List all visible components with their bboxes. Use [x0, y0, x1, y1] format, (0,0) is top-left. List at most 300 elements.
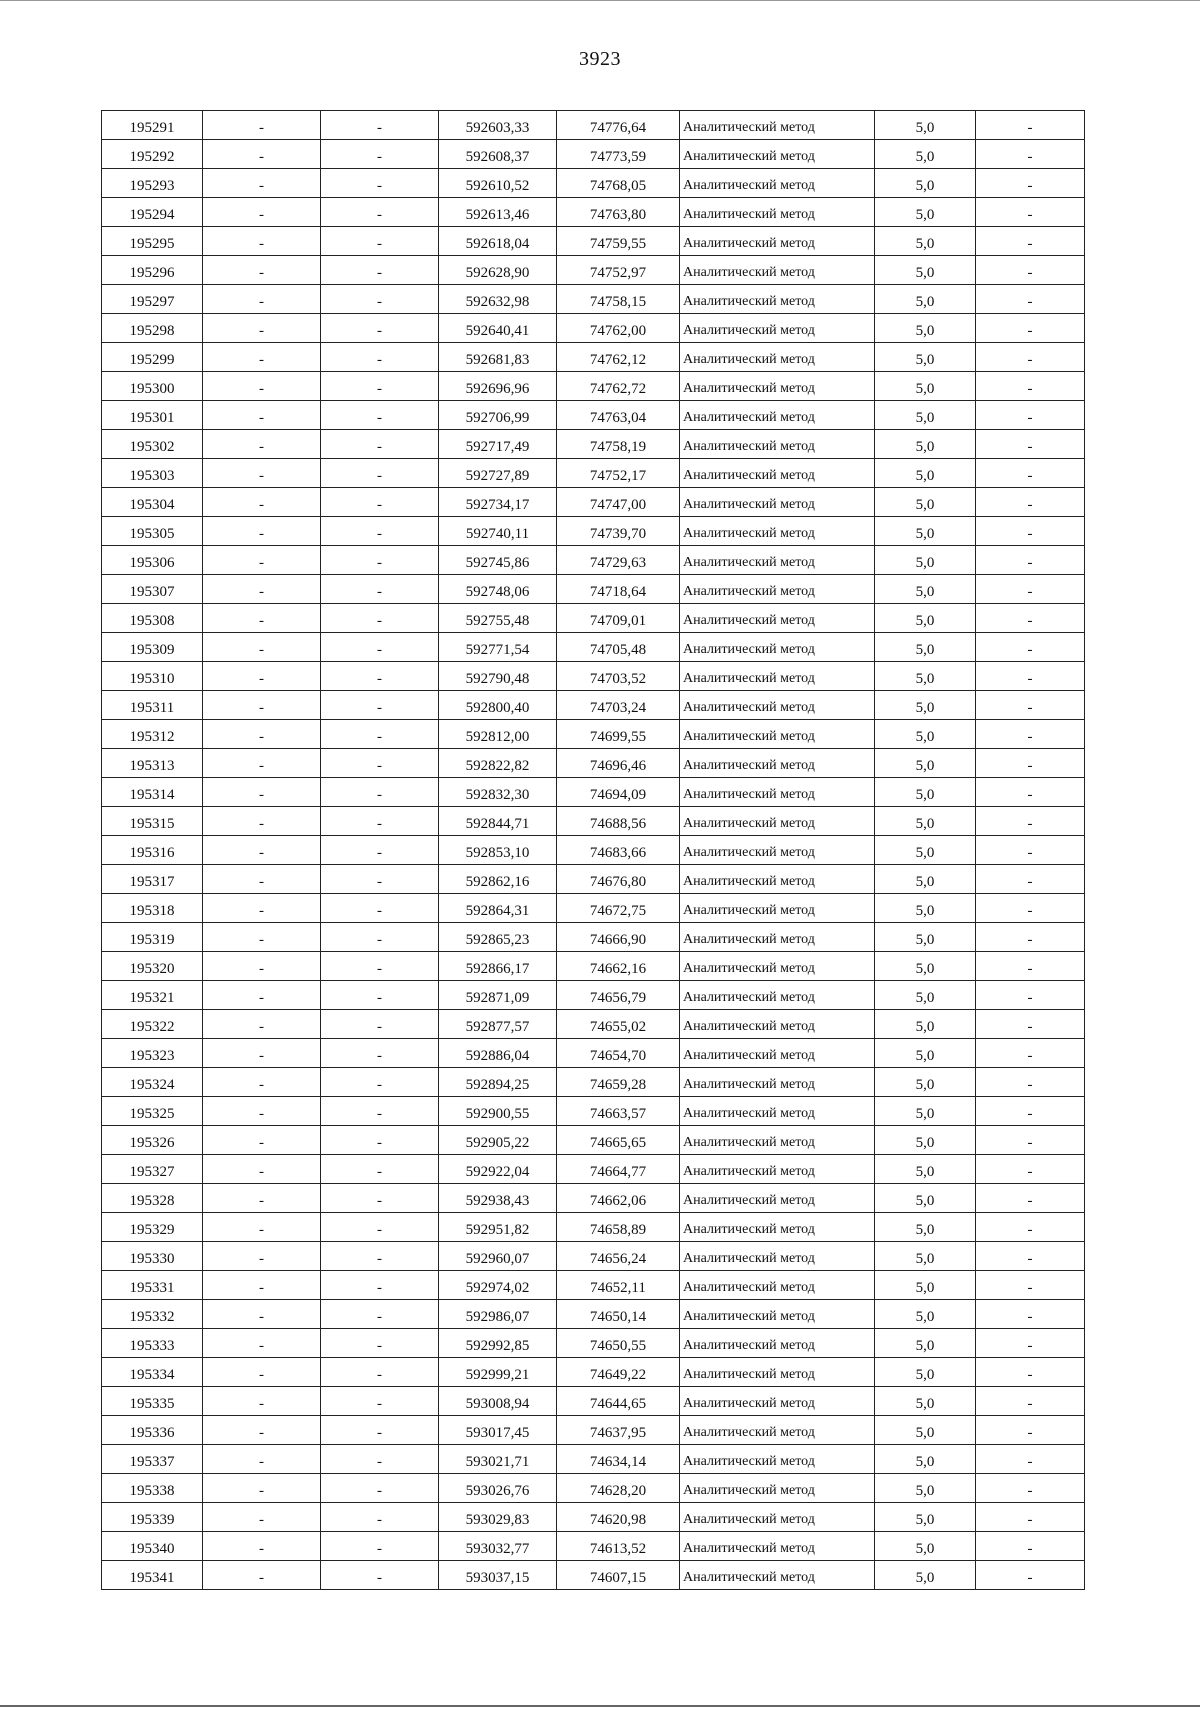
- point-number-cell: 195327: [102, 1155, 203, 1184]
- accuracy-cell: 5,0: [875, 923, 976, 952]
- x-coordinate-cell: 592960,07: [439, 1242, 557, 1271]
- point-number-cell: 195338: [102, 1474, 203, 1503]
- table-row: [102, 575, 1085, 604]
- accuracy-cell: 5,0: [875, 401, 976, 430]
- empty-cell: -: [203, 198, 321, 227]
- method-cell: Аналитический метод: [680, 140, 875, 169]
- x-coordinate-cell: 592618,04: [439, 227, 557, 256]
- point-number-cell: 195331: [102, 1271, 203, 1300]
- x-coordinate-cell: 592640,41: [439, 314, 557, 343]
- accuracy-cell: 5,0: [875, 1184, 976, 1213]
- empty-cell: -: [203, 256, 321, 285]
- x-coordinate-cell: 592812,00: [439, 720, 557, 749]
- table-row: [102, 923, 1085, 952]
- y-coordinate-cell: 74729,63: [557, 546, 680, 575]
- empty-cell: -: [321, 256, 439, 285]
- point-number-cell: 195307: [102, 575, 203, 604]
- x-coordinate-cell: 593008,94: [439, 1387, 557, 1416]
- x-coordinate-cell: 592822,82: [439, 749, 557, 778]
- point-number-cell: 195295: [102, 227, 203, 256]
- x-coordinate-cell: 592613,46: [439, 198, 557, 227]
- y-coordinate-cell: 74628,20: [557, 1474, 680, 1503]
- point-number-cell: 195321: [102, 981, 203, 1010]
- table-row: [102, 1126, 1085, 1155]
- table-row: [102, 836, 1085, 865]
- table-row: [102, 314, 1085, 343]
- empty-cell: -: [321, 343, 439, 372]
- point-number-cell: 195297: [102, 285, 203, 314]
- table-row: [102, 488, 1085, 517]
- y-coordinate-cell: 74705,48: [557, 633, 680, 662]
- accuracy-cell: 5,0: [875, 894, 976, 923]
- table-row: [102, 430, 1085, 459]
- empty-cell: -: [976, 1155, 1085, 1184]
- empty-cell: -: [203, 1126, 321, 1155]
- x-coordinate-cell: 593026,76: [439, 1474, 557, 1503]
- empty-cell: -: [321, 836, 439, 865]
- method-cell: Аналитический метод: [680, 807, 875, 836]
- empty-cell: -: [203, 488, 321, 517]
- empty-cell: -: [976, 1126, 1085, 1155]
- x-coordinate-cell: 592986,07: [439, 1300, 557, 1329]
- empty-cell: -: [321, 1126, 439, 1155]
- empty-cell: -: [976, 1242, 1085, 1271]
- coordinates-table: [101, 110, 1085, 1590]
- method-cell: Аналитический метод: [680, 865, 875, 894]
- empty-cell: -: [203, 894, 321, 923]
- accuracy-cell: 5,0: [875, 604, 976, 633]
- point-number-cell: 195324: [102, 1068, 203, 1097]
- method-cell: Аналитический метод: [680, 691, 875, 720]
- method-cell: Аналитический метод: [680, 372, 875, 401]
- empty-cell: -: [203, 372, 321, 401]
- accuracy-cell: 5,0: [875, 1213, 976, 1242]
- point-number-cell: 195312: [102, 720, 203, 749]
- empty-cell: -: [203, 111, 321, 140]
- empty-cell: -: [203, 343, 321, 372]
- table-row: [102, 1358, 1085, 1387]
- table-row: [102, 720, 1085, 749]
- empty-cell: -: [321, 749, 439, 778]
- x-coordinate-cell: 592844,71: [439, 807, 557, 836]
- table-row: [102, 285, 1085, 314]
- y-coordinate-cell: 74739,70: [557, 517, 680, 546]
- y-coordinate-cell: 74637,95: [557, 1416, 680, 1445]
- method-cell: Аналитический метод: [680, 1387, 875, 1416]
- accuracy-cell: 5,0: [875, 140, 976, 169]
- empty-cell: -: [321, 1474, 439, 1503]
- empty-cell: -: [976, 1213, 1085, 1242]
- method-cell: Аналитический метод: [680, 1329, 875, 1358]
- method-cell: Аналитический метод: [680, 662, 875, 691]
- table-row: [102, 1097, 1085, 1126]
- point-number-cell: 195340: [102, 1532, 203, 1561]
- empty-cell: -: [321, 894, 439, 923]
- x-coordinate-cell: 592922,04: [439, 1155, 557, 1184]
- empty-cell: -: [976, 575, 1085, 604]
- y-coordinate-cell: 74758,15: [557, 285, 680, 314]
- accuracy-cell: 5,0: [875, 981, 976, 1010]
- point-number-cell: 195336: [102, 1416, 203, 1445]
- accuracy-cell: 5,0: [875, 1329, 976, 1358]
- empty-cell: -: [321, 1358, 439, 1387]
- y-coordinate-cell: 74763,80: [557, 198, 680, 227]
- empty-cell: -: [976, 1561, 1085, 1590]
- empty-cell: -: [976, 488, 1085, 517]
- empty-cell: -: [976, 1039, 1085, 1068]
- accuracy-cell: 5,0: [875, 256, 976, 285]
- empty-cell: -: [203, 546, 321, 575]
- empty-cell: -: [203, 952, 321, 981]
- accuracy-cell: 5,0: [875, 1503, 976, 1532]
- empty-cell: -: [976, 807, 1085, 836]
- x-coordinate-cell: 593017,45: [439, 1416, 557, 1445]
- x-coordinate-cell: 592681,83: [439, 343, 557, 372]
- accuracy-cell: 5,0: [875, 1474, 976, 1503]
- empty-cell: -: [321, 952, 439, 981]
- empty-cell: -: [203, 981, 321, 1010]
- empty-cell: -: [976, 227, 1085, 256]
- point-number-cell: 195305: [102, 517, 203, 546]
- y-coordinate-cell: 74718,64: [557, 575, 680, 604]
- table-row: [102, 1184, 1085, 1213]
- accuracy-cell: 5,0: [875, 1445, 976, 1474]
- table-row: [102, 749, 1085, 778]
- table-row: [102, 1503, 1085, 1532]
- method-cell: Аналитический метод: [680, 546, 875, 575]
- table-row: [102, 1445, 1085, 1474]
- empty-cell: -: [321, 169, 439, 198]
- empty-cell: -: [976, 1068, 1085, 1097]
- method-cell: Аналитический метод: [680, 836, 875, 865]
- x-coordinate-cell: 592866,17: [439, 952, 557, 981]
- empty-cell: -: [203, 865, 321, 894]
- x-coordinate-cell: 593029,83: [439, 1503, 557, 1532]
- y-coordinate-cell: 74747,00: [557, 488, 680, 517]
- x-coordinate-cell: 592717,49: [439, 430, 557, 459]
- method-cell: Аналитический метод: [680, 749, 875, 778]
- point-number-cell: 195318: [102, 894, 203, 923]
- empty-cell: -: [976, 285, 1085, 314]
- y-coordinate-cell: 74659,28: [557, 1068, 680, 1097]
- y-coordinate-cell: 74652,11: [557, 1271, 680, 1300]
- empty-cell: -: [321, 401, 439, 430]
- empty-cell: -: [321, 1242, 439, 1271]
- method-cell: Аналитический метод: [680, 517, 875, 546]
- empty-cell: -: [203, 1416, 321, 1445]
- point-number-cell: 195301: [102, 401, 203, 430]
- accuracy-cell: 5,0: [875, 633, 976, 662]
- table-row: [102, 1532, 1085, 1561]
- method-cell: Аналитический метод: [680, 1300, 875, 1329]
- accuracy-cell: 5,0: [875, 1532, 976, 1561]
- y-coordinate-cell: 74768,05: [557, 169, 680, 198]
- point-number-cell: 195294: [102, 198, 203, 227]
- empty-cell: -: [321, 285, 439, 314]
- empty-cell: -: [976, 343, 1085, 372]
- x-coordinate-cell: 592771,54: [439, 633, 557, 662]
- accuracy-cell: 5,0: [875, 865, 976, 894]
- method-cell: Аналитический метод: [680, 343, 875, 372]
- y-coordinate-cell: 74699,55: [557, 720, 680, 749]
- point-number-cell: 195300: [102, 372, 203, 401]
- method-cell: Аналитический метод: [680, 1126, 875, 1155]
- empty-cell: -: [321, 227, 439, 256]
- x-coordinate-cell: 592755,48: [439, 604, 557, 633]
- method-cell: Аналитический метод: [680, 720, 875, 749]
- table-row: [102, 604, 1085, 633]
- x-coordinate-cell: 592999,21: [439, 1358, 557, 1387]
- point-number-cell: 195319: [102, 923, 203, 952]
- point-number-cell: 195309: [102, 633, 203, 662]
- empty-cell: -: [321, 459, 439, 488]
- table-row: [102, 894, 1085, 923]
- table-row: [102, 1561, 1085, 1590]
- empty-cell: -: [203, 1184, 321, 1213]
- empty-cell: -: [203, 517, 321, 546]
- accuracy-cell: 5,0: [875, 372, 976, 401]
- method-cell: Аналитический метод: [680, 633, 875, 662]
- table-row: [102, 1010, 1085, 1039]
- empty-cell: -: [321, 1329, 439, 1358]
- point-number-cell: 195317: [102, 865, 203, 894]
- empty-cell: -: [321, 1416, 439, 1445]
- method-cell: Аналитический метод: [680, 1474, 875, 1503]
- method-cell: Аналитический метод: [680, 1039, 875, 1068]
- x-coordinate-cell: 592696,96: [439, 372, 557, 401]
- empty-cell: -: [976, 778, 1085, 807]
- x-coordinate-cell: 592790,48: [439, 662, 557, 691]
- empty-cell: -: [321, 778, 439, 807]
- empty-cell: -: [321, 198, 439, 227]
- point-number-cell: 195322: [102, 1010, 203, 1039]
- table-row: [102, 372, 1085, 401]
- y-coordinate-cell: 74666,90: [557, 923, 680, 952]
- empty-cell: -: [321, 1271, 439, 1300]
- x-coordinate-cell: 592864,31: [439, 894, 557, 923]
- y-coordinate-cell: 74688,56: [557, 807, 680, 836]
- empty-cell: -: [976, 1184, 1085, 1213]
- empty-cell: -: [976, 401, 1085, 430]
- y-coordinate-cell: 74662,16: [557, 952, 680, 981]
- table-row: [102, 807, 1085, 836]
- empty-cell: -: [203, 836, 321, 865]
- method-cell: Аналитический метод: [680, 575, 875, 604]
- table-row: [102, 111, 1085, 140]
- table-row: [102, 1242, 1085, 1271]
- point-number-cell: 195320: [102, 952, 203, 981]
- method-cell: Аналитический метод: [680, 604, 875, 633]
- point-number-cell: 195332: [102, 1300, 203, 1329]
- empty-cell: -: [321, 981, 439, 1010]
- empty-cell: -: [203, 662, 321, 691]
- method-cell: Аналитический метод: [680, 1213, 875, 1242]
- empty-cell: -: [976, 1387, 1085, 1416]
- table-row: [102, 865, 1085, 894]
- y-coordinate-cell: 74696,46: [557, 749, 680, 778]
- y-coordinate-cell: 74650,55: [557, 1329, 680, 1358]
- empty-cell: -: [203, 140, 321, 169]
- table-row: [102, 1155, 1085, 1184]
- empty-cell: -: [203, 604, 321, 633]
- empty-cell: -: [976, 923, 1085, 952]
- y-coordinate-cell: 74763,04: [557, 401, 680, 430]
- y-coordinate-cell: 74759,55: [557, 227, 680, 256]
- point-number-cell: 195302: [102, 430, 203, 459]
- x-coordinate-cell: 592862,16: [439, 865, 557, 894]
- point-number-cell: 195298: [102, 314, 203, 343]
- table-row: [102, 198, 1085, 227]
- empty-cell: -: [976, 256, 1085, 285]
- method-cell: Аналитический метод: [680, 488, 875, 517]
- empty-cell: -: [976, 691, 1085, 720]
- empty-cell: -: [203, 1329, 321, 1358]
- accuracy-cell: 5,0: [875, 1300, 976, 1329]
- accuracy-cell: 5,0: [875, 1155, 976, 1184]
- empty-cell: -: [976, 430, 1085, 459]
- empty-cell: -: [321, 314, 439, 343]
- page-number: 3923: [579, 48, 621, 70]
- empty-cell: -: [203, 1213, 321, 1242]
- x-coordinate-cell: 592608,37: [439, 140, 557, 169]
- table-row: [102, 227, 1085, 256]
- accuracy-cell: 5,0: [875, 807, 976, 836]
- empty-cell: -: [203, 807, 321, 836]
- method-cell: Аналитический метод: [680, 401, 875, 430]
- y-coordinate-cell: 74762,72: [557, 372, 680, 401]
- accuracy-cell: 5,0: [875, 285, 976, 314]
- empty-cell: -: [321, 1532, 439, 1561]
- point-number-cell: 195306: [102, 546, 203, 575]
- empty-cell: -: [321, 923, 439, 952]
- point-number-cell: 195326: [102, 1126, 203, 1155]
- accuracy-cell: 5,0: [875, 314, 976, 343]
- point-number-cell: 195303: [102, 459, 203, 488]
- method-cell: Аналитический метод: [680, 981, 875, 1010]
- y-coordinate-cell: 74649,22: [557, 1358, 680, 1387]
- accuracy-cell: 5,0: [875, 430, 976, 459]
- empty-cell: -: [321, 807, 439, 836]
- accuracy-cell: 5,0: [875, 749, 976, 778]
- accuracy-cell: 5,0: [875, 517, 976, 546]
- x-coordinate-cell: 592632,98: [439, 285, 557, 314]
- empty-cell: -: [976, 169, 1085, 198]
- empty-cell: -: [976, 1416, 1085, 1445]
- method-cell: Аналитический метод: [680, 1416, 875, 1445]
- accuracy-cell: 5,0: [875, 1561, 976, 1590]
- method-cell: Аналитический метод: [680, 256, 875, 285]
- x-coordinate-cell: 592734,17: [439, 488, 557, 517]
- empty-cell: -: [203, 227, 321, 256]
- x-coordinate-cell: 593032,77: [439, 1532, 557, 1561]
- x-coordinate-cell: 592800,40: [439, 691, 557, 720]
- empty-cell: -: [976, 140, 1085, 169]
- point-number-cell: 195292: [102, 140, 203, 169]
- empty-cell: -: [203, 633, 321, 662]
- empty-cell: -: [203, 778, 321, 807]
- empty-cell: -: [203, 1039, 321, 1068]
- empty-cell: -: [203, 923, 321, 952]
- empty-cell: -: [976, 111, 1085, 140]
- x-coordinate-cell: 592745,86: [439, 546, 557, 575]
- empty-cell: -: [203, 1242, 321, 1271]
- method-cell: Аналитический метод: [680, 1068, 875, 1097]
- point-number-cell: 195334: [102, 1358, 203, 1387]
- empty-cell: -: [203, 1503, 321, 1532]
- table-row: [102, 981, 1085, 1010]
- table-row: [102, 401, 1085, 430]
- accuracy-cell: 5,0: [875, 1271, 976, 1300]
- y-coordinate-cell: 74613,52: [557, 1532, 680, 1561]
- empty-cell: -: [321, 865, 439, 894]
- empty-cell: -: [321, 140, 439, 169]
- accuracy-cell: 5,0: [875, 1068, 976, 1097]
- empty-cell: -: [321, 720, 439, 749]
- empty-cell: -: [976, 459, 1085, 488]
- empty-cell: -: [976, 894, 1085, 923]
- accuracy-cell: 5,0: [875, 1010, 976, 1039]
- empty-cell: -: [976, 198, 1085, 227]
- table-row: [102, 778, 1085, 807]
- point-number-cell: 195330: [102, 1242, 203, 1271]
- y-coordinate-cell: 74664,77: [557, 1155, 680, 1184]
- empty-cell: -: [976, 720, 1085, 749]
- x-coordinate-cell: 592871,09: [439, 981, 557, 1010]
- y-coordinate-cell: 74762,12: [557, 343, 680, 372]
- empty-cell: -: [976, 1474, 1085, 1503]
- empty-cell: -: [321, 430, 439, 459]
- accuracy-cell: 5,0: [875, 952, 976, 981]
- empty-cell: -: [976, 662, 1085, 691]
- empty-cell: -: [203, 1561, 321, 1590]
- accuracy-cell: 5,0: [875, 343, 976, 372]
- accuracy-cell: 5,0: [875, 1358, 976, 1387]
- y-coordinate-cell: 74662,06: [557, 1184, 680, 1213]
- empty-cell: -: [321, 633, 439, 662]
- empty-cell: -: [976, 1532, 1085, 1561]
- method-cell: Аналитический метод: [680, 1561, 875, 1590]
- empty-cell: -: [203, 575, 321, 604]
- table-row: [102, 633, 1085, 662]
- empty-cell: -: [321, 1300, 439, 1329]
- empty-cell: -: [976, 1010, 1085, 1039]
- empty-cell: -: [321, 1503, 439, 1532]
- y-coordinate-cell: 74752,97: [557, 256, 680, 285]
- empty-cell: -: [321, 546, 439, 575]
- x-coordinate-cell: 593037,15: [439, 1561, 557, 1590]
- empty-cell: -: [321, 1184, 439, 1213]
- point-number-cell: 195333: [102, 1329, 203, 1358]
- empty-cell: -: [203, 285, 321, 314]
- empty-cell: -: [976, 981, 1085, 1010]
- empty-cell: -: [321, 1097, 439, 1126]
- x-coordinate-cell: 592610,52: [439, 169, 557, 198]
- x-coordinate-cell: 592603,33: [439, 111, 557, 140]
- accuracy-cell: 5,0: [875, 575, 976, 604]
- point-number-cell: 195339: [102, 1503, 203, 1532]
- empty-cell: -: [976, 1097, 1085, 1126]
- empty-cell: -: [976, 517, 1085, 546]
- point-number-cell: 195323: [102, 1039, 203, 1068]
- method-cell: Аналитический метод: [680, 1097, 875, 1126]
- method-cell: Аналитический метод: [680, 1184, 875, 1213]
- empty-cell: -: [203, 1474, 321, 1503]
- empty-cell: -: [203, 459, 321, 488]
- empty-cell: -: [976, 372, 1085, 401]
- point-number-cell: 195293: [102, 169, 203, 198]
- y-coordinate-cell: 74758,19: [557, 430, 680, 459]
- empty-cell: -: [976, 952, 1085, 981]
